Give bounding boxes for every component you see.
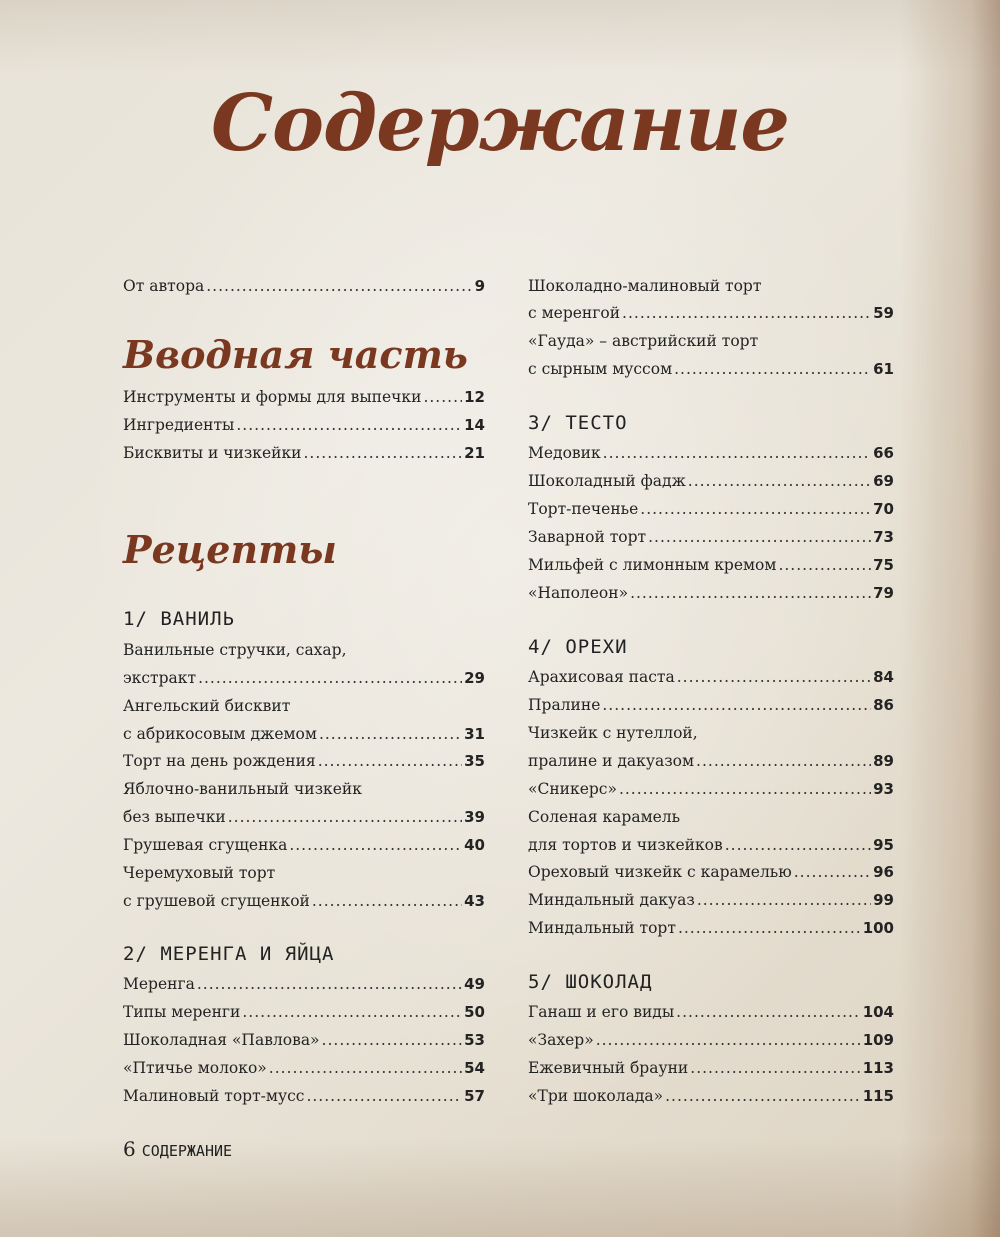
entry-page: 79: [873, 584, 894, 602]
toc-entry[interactable]: [528, 523, 894, 551]
toc-entry[interactable]: [123, 970, 485, 998]
dot-leader: [289, 831, 462, 859]
toc-entry[interactable]: [528, 1082, 894, 1110]
entry-title: Мильфей с лимонным кремом: [528, 556, 777, 574]
entry-page: 54: [464, 1059, 485, 1077]
dot-leader: [725, 831, 871, 859]
entry-page: 84: [873, 668, 894, 686]
entry-title: Типы меренги: [123, 1003, 241, 1021]
entry-page: 35: [464, 752, 485, 770]
entry-title: Малиновый торт-мусс: [123, 1087, 305, 1105]
dot-leader: [596, 1026, 861, 1054]
entry-page: 109: [862, 1031, 894, 1049]
entry-page: 53: [464, 1031, 485, 1049]
dot-leader: [630, 579, 871, 607]
dot-leader: [198, 664, 462, 692]
toc-entry[interactable]: [123, 1082, 485, 1110]
dot-leader: [206, 272, 472, 300]
dot-leader: [318, 747, 462, 775]
dot-leader: [228, 803, 462, 831]
entry-title: Пралине: [528, 696, 601, 714]
toc-entry[interactable]: [123, 439, 485, 467]
dot-leader: [794, 858, 871, 886]
toc-entry[interactable]: [123, 803, 485, 831]
entry-title-line[interactable]: Шоколадно-малиновый торт: [528, 277, 762, 295]
chapter-heading-chocolate: 5/ ШОКОЛАД: [528, 971, 653, 993]
entry-title: Ореховый чизкейк с карамелью: [528, 863, 792, 881]
entry-page: 61: [873, 360, 894, 378]
dot-leader: [676, 998, 861, 1026]
entry-title: «Захер»: [528, 1031, 594, 1049]
toc-entry[interactable]: [123, 1054, 485, 1082]
entry-title: Шоколадный фадж: [528, 472, 686, 490]
entry-page: 29: [464, 669, 485, 687]
toc-entry[interactable]: [123, 1026, 485, 1054]
entry-page: 57: [464, 1087, 485, 1105]
entry-page: 31: [464, 725, 485, 743]
toc-entry[interactable]: [528, 579, 894, 607]
dot-leader: [688, 467, 871, 495]
toc-entry[interactable]: [123, 272, 485, 300]
toc-entry[interactable]: [123, 831, 485, 859]
section-heading-intro: Вводная часть: [123, 332, 468, 377]
page-number: 6: [123, 1137, 136, 1161]
dot-leader: [648, 523, 871, 551]
toc-entry[interactable]: [123, 887, 485, 915]
running-header: СОДЕРЖАНИЕ: [141, 1142, 233, 1160]
entry-page: 89: [873, 752, 894, 770]
entry-page: 59: [873, 304, 894, 322]
dot-leader: [696, 747, 871, 775]
toc-entry[interactable]: [528, 439, 894, 467]
toc-entry[interactable]: [528, 775, 894, 803]
dot-leader: [242, 998, 462, 1026]
entry-title: Арахисовая паста: [528, 668, 675, 686]
entry-page: 40: [464, 836, 485, 854]
chapter-heading-vanilla: 1/ ВАНИЛЬ: [123, 608, 235, 630]
entry-title: Миндальный торт: [528, 919, 676, 937]
entry-page: 115: [862, 1087, 894, 1105]
entry-title: «Сникерс»: [528, 780, 617, 798]
entry-page: 43: [464, 892, 485, 910]
entry-title: с абрикосовым джемом: [123, 725, 317, 743]
toc-entry[interactable]: [528, 858, 894, 886]
entry-title: Инструменты и формы для выпечки: [123, 388, 422, 406]
entry-title: Меренга: [123, 975, 195, 993]
entry-title: Миндальный дакуаз: [528, 891, 695, 909]
entry-title: с меренгой: [528, 304, 621, 322]
dot-leader: [269, 1054, 462, 1082]
entry-page: 21: [464, 444, 485, 462]
dot-leader: [665, 1082, 861, 1110]
entry-title-line[interactable]: Черемуховый торт: [123, 864, 276, 882]
chapter-heading-dough: 3/ ТЕСТО: [528, 412, 628, 434]
dot-leader: [678, 914, 861, 942]
entry-page: 95: [873, 836, 894, 854]
toc-entry[interactable]: [528, 831, 894, 859]
entry-title: Ингредиенты: [123, 416, 235, 434]
section-heading-recipes: Рецепты: [123, 527, 337, 572]
toc-entry[interactable]: [528, 467, 894, 495]
entry-title: с сырным муссом: [528, 360, 673, 378]
dot-leader: [312, 887, 462, 915]
toc-entry[interactable]: [528, 495, 894, 523]
entry-page: 39: [464, 808, 485, 826]
entry-page: 70: [873, 500, 894, 518]
entry-page: 50: [464, 1003, 485, 1021]
dot-leader: [197, 970, 462, 998]
entry-title-line[interactable]: Чизкейк с нутеллой,: [528, 724, 698, 742]
dot-leader: [640, 495, 871, 523]
entry-page: 86: [873, 696, 894, 714]
entry-title: Торт на день рождения: [123, 752, 316, 770]
entry-page: 12: [464, 388, 485, 406]
toc-entry[interactable]: [528, 663, 894, 691]
entry-page: 66: [873, 444, 894, 462]
entry-page: 100: [862, 919, 894, 937]
entry-page: 113: [862, 1059, 894, 1077]
entry-title: Торт-печенье: [528, 500, 639, 518]
entry-title: Заварной торт: [528, 528, 647, 546]
dot-leader: [306, 1082, 462, 1110]
entry-page: 14: [464, 416, 485, 434]
entry-page: 49: [464, 975, 485, 993]
toc-entry[interactable]: [528, 747, 894, 775]
dot-leader: [778, 551, 871, 579]
entry-title: Ежевичный брауни: [528, 1059, 689, 1077]
entry-title: Ганаш и его виды: [528, 1003, 675, 1021]
toc-entry[interactable]: [528, 551, 894, 579]
entry-page: 99: [873, 891, 894, 909]
entry-page: 75: [873, 556, 894, 574]
entry-title: «Птичье молоко»: [123, 1059, 267, 1077]
entry-title: Шоколадная «Павлова»: [123, 1031, 320, 1049]
entry-title: Бисквиты и чизкейки: [123, 444, 302, 462]
toc-entry[interactable]: [123, 747, 485, 775]
dot-leader: [690, 1054, 860, 1082]
entry-title: «Три шоколада»: [528, 1087, 664, 1105]
entry-title: с грушевой сгущенкой: [123, 892, 310, 910]
dot-leader: [619, 775, 871, 803]
dot-leader: [622, 299, 871, 327]
dot-leader: [322, 1026, 463, 1054]
entry-title-line[interactable]: Яблочно-ванильный чизкейк: [123, 780, 362, 798]
entry-page: 73: [873, 528, 894, 546]
entry-title-line[interactable]: Ангельский бисквит: [123, 697, 291, 715]
toc-entry[interactable]: [528, 886, 894, 914]
entry-title: без выпечки: [123, 808, 226, 826]
toc-entry[interactable]: [123, 664, 485, 692]
toc-entry[interactable]: [528, 691, 894, 719]
dot-leader: [236, 411, 462, 439]
entry-page: 93: [873, 780, 894, 798]
entry-page: 9: [474, 277, 485, 295]
entry-title: для тортов и чизкейков: [528, 836, 723, 854]
dot-leader: [603, 439, 871, 467]
entry-title-line[interactable]: Ванильные стручки, сахар,: [123, 641, 347, 659]
dot-leader: [677, 663, 871, 691]
page-title: Содержание: [210, 78, 790, 169]
toc-entry[interactable]: [528, 355, 894, 383]
entry-title-line[interactable]: «Гауда» – австрийский торт: [528, 332, 759, 350]
chapter-heading-nuts: 4/ ОРЕХИ: [528, 636, 628, 658]
toc-entry[interactable]: [528, 914, 894, 942]
toc-entry[interactable]: [123, 411, 485, 439]
toc-entry[interactable]: [528, 1026, 894, 1054]
dot-leader: [697, 886, 871, 914]
toc-entry[interactable]: [123, 383, 485, 411]
dot-leader: [319, 720, 462, 748]
dot-leader: [304, 439, 463, 467]
entry-title: «Наполеон»: [528, 584, 629, 602]
entry-title: экстракт: [123, 669, 197, 687]
entry-title: Грушевая сгущенка: [123, 836, 288, 854]
dot-leader: [423, 383, 462, 411]
dot-leader: [602, 691, 871, 719]
entry-title-line[interactable]: Соленая карамель: [528, 808, 681, 826]
toc-entry[interactable]: [528, 998, 894, 1026]
entry-page: 69: [873, 472, 894, 490]
chapter-heading-meringue: 2/ МЕРЕНГА И ЯЙЦА: [123, 943, 335, 965]
dot-leader: [674, 355, 871, 383]
toc-entry[interactable]: [528, 299, 894, 327]
toc-entry[interactable]: [123, 998, 485, 1026]
toc-entry[interactable]: [528, 1054, 894, 1082]
entry-title: Медовик: [528, 444, 601, 462]
toc-entry[interactable]: [123, 720, 485, 748]
entry-title: От автора: [123, 277, 205, 295]
page-footer: [123, 1137, 232, 1161]
entry-page: 96: [873, 863, 894, 881]
entry-page: 104: [862, 1003, 894, 1021]
entry-title: пралине и дакуазом: [528, 752, 695, 770]
